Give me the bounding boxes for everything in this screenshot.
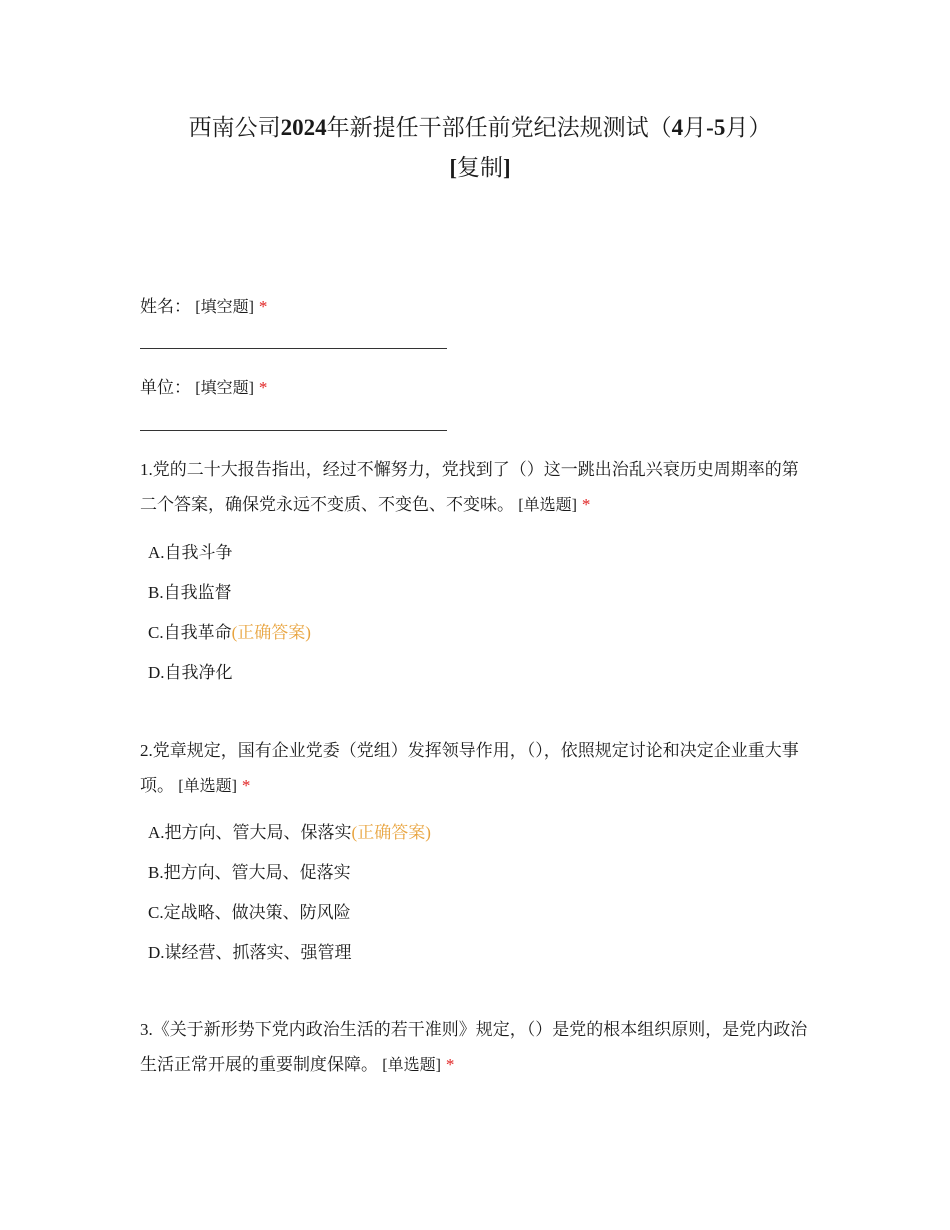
question-type-tag: [单选题] — [382, 1057, 441, 1074]
question-text: 2.党章规定，国有企业党委（党组）发挥领导作用，（），依照规定讨论和决定企业重大事项。 — [140, 741, 799, 795]
question-type-tag: [单选题] — [518, 497, 577, 514]
option-text: C.定战略、做决策、防风险 — [148, 903, 351, 922]
name-fill-line[interactable] — [140, 348, 447, 349]
question-1 — [140, 452, 812, 523]
correct-answer-note: (正确答案) — [231, 623, 311, 642]
question-type-tag: [单选题] — [178, 778, 237, 795]
title-month-start: 4 — [671, 115, 684, 140]
field-label: 姓名： — [140, 297, 191, 316]
field-label: 单位： — [140, 378, 191, 397]
field-unit-label — [140, 370, 812, 406]
option-text: C.自我革命 — [148, 623, 232, 642]
question-type-tag: [填空题] — [195, 380, 254, 397]
question-type-tag: [填空题] — [195, 299, 254, 316]
copy-bracket-open: [ — [449, 155, 457, 180]
option-text: B.把方向、管大局、促落实 — [148, 863, 351, 882]
required-mark: * — [581, 495, 591, 514]
question-3 — [140, 1012, 812, 1083]
q2-option-a[interactable] — [148, 821, 431, 845]
required-mark: * — [258, 297, 268, 316]
title-month-end: -5 — [706, 115, 726, 140]
required-mark: * — [445, 1055, 455, 1074]
unit-fill-line[interactable] — [140, 430, 447, 431]
title-part4: 月） — [725, 115, 772, 140]
copy-bracket-close: ] — [503, 155, 511, 180]
q1-option-a[interactable] — [148, 541, 233, 565]
q1-option-d[interactable] — [148, 661, 233, 685]
q2-option-c[interactable] — [148, 901, 351, 925]
question-2 — [140, 733, 812, 804]
q2-option-d[interactable] — [148, 941, 352, 965]
q2-option-b[interactable] — [148, 861, 351, 885]
question-text: 1.党的二十大报告指出，经过不懈努力，党找到了（）这一跳出治乱兴衰历史周期率的第二个答案，确保党永远不变质、不变色、不变味。 — [140, 460, 799, 514]
question-text: 3.《关于新形势下党内政治生活的若干准则》规定，（）是党的根本组织原则，是党内政治生活正常开展的重要制度保障。 — [140, 1020, 808, 1074]
option-text: B.自我监督 — [148, 583, 232, 602]
q1-option-c[interactable] — [148, 621, 311, 645]
title-part2: 年新提任干部任前党纪法规测试（ — [326, 115, 672, 140]
field-name-label — [140, 289, 812, 325]
title-year: 2024 — [280, 115, 327, 140]
title-part1: 西南公司 — [188, 115, 281, 140]
option-text: D.自我净化 — [148, 663, 233, 682]
required-mark: * — [241, 776, 251, 795]
page-title — [140, 108, 820, 188]
option-text: D.谋经营、抓落实、强管理 — [148, 943, 352, 962]
required-mark: * — [258, 378, 268, 397]
correct-answer-note: (正确答案) — [351, 823, 431, 842]
q1-option-b[interactable] — [148, 581, 232, 605]
option-text: A.把方向、管大局、保落实 — [148, 823, 352, 842]
copy-label: 复制 — [457, 155, 503, 180]
title-part3: 月 — [683, 115, 707, 140]
option-text: A.自我斗争 — [148, 543, 233, 562]
